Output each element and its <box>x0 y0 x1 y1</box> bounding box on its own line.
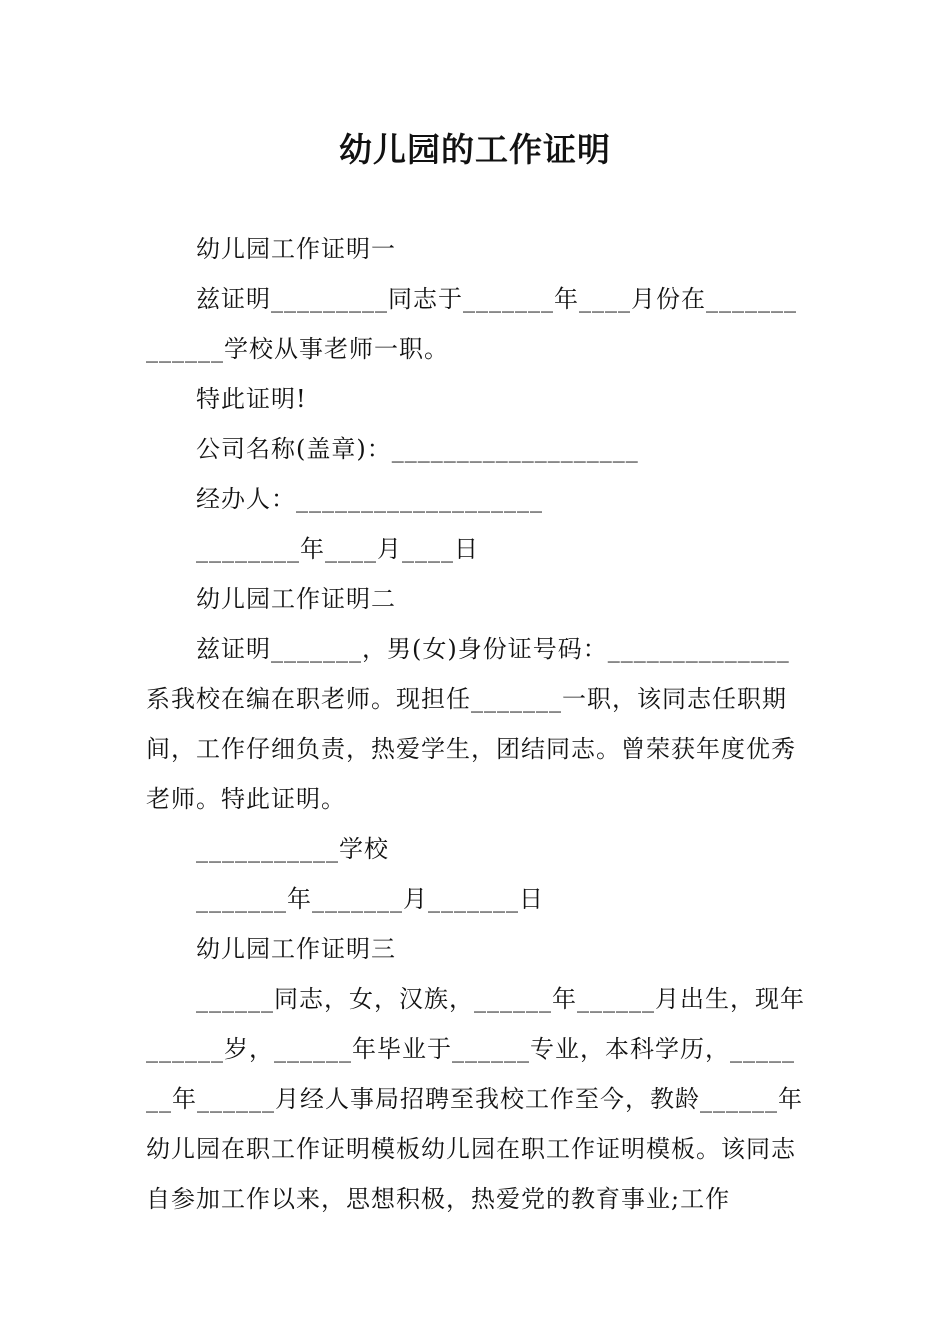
school-line: ___________学校 <box>196 835 389 863</box>
date-line-2: _______年_______月_______日 <box>196 885 544 913</box>
section-heading-2: 幼儿园工作证明二 <box>196 585 396 613</box>
document-body <box>146 224 806 1224</box>
document-title: 幼儿园的工作证明 <box>339 130 611 169</box>
handler-line: 经办人：___________________ <box>196 485 543 513</box>
company-name-line: 公司名称(盖章)：___________________ <box>196 435 639 463</box>
section-heading-1: 幼儿园工作证明一 <box>196 235 396 263</box>
paragraph-certify-1: 兹证明_________同志于_______年____月份在_____________学校从事老师一职。 <box>146 285 797 363</box>
date-line-1: ________年____月____日 <box>196 535 479 563</box>
paragraph-certify-2: 兹证明_______，男(女)身份证号码：______________系我校在编在职老师。现担任_______一职，该同志任职期间，工作仔细负责，热爱学生，团结同志。曾荣获年度优秀老师。特此证明。 <box>146 635 796 813</box>
paragraph-certify-3: ______同志，女，汉族，______年______月出生，现年______岁，______年毕业于______专业，本科学历，_______年______月经人事局招聘至我校工作至今，教龄______年幼儿园在职工作证明模板幼儿园在职工作证明模板。该同志自参加工作以来，思想积极，热爱党的教育事业;工作 <box>146 985 805 1213</box>
paragraph-hereby: 特此证明! <box>196 385 307 413</box>
section-heading-3: 幼儿园工作证明三 <box>196 935 396 963</box>
